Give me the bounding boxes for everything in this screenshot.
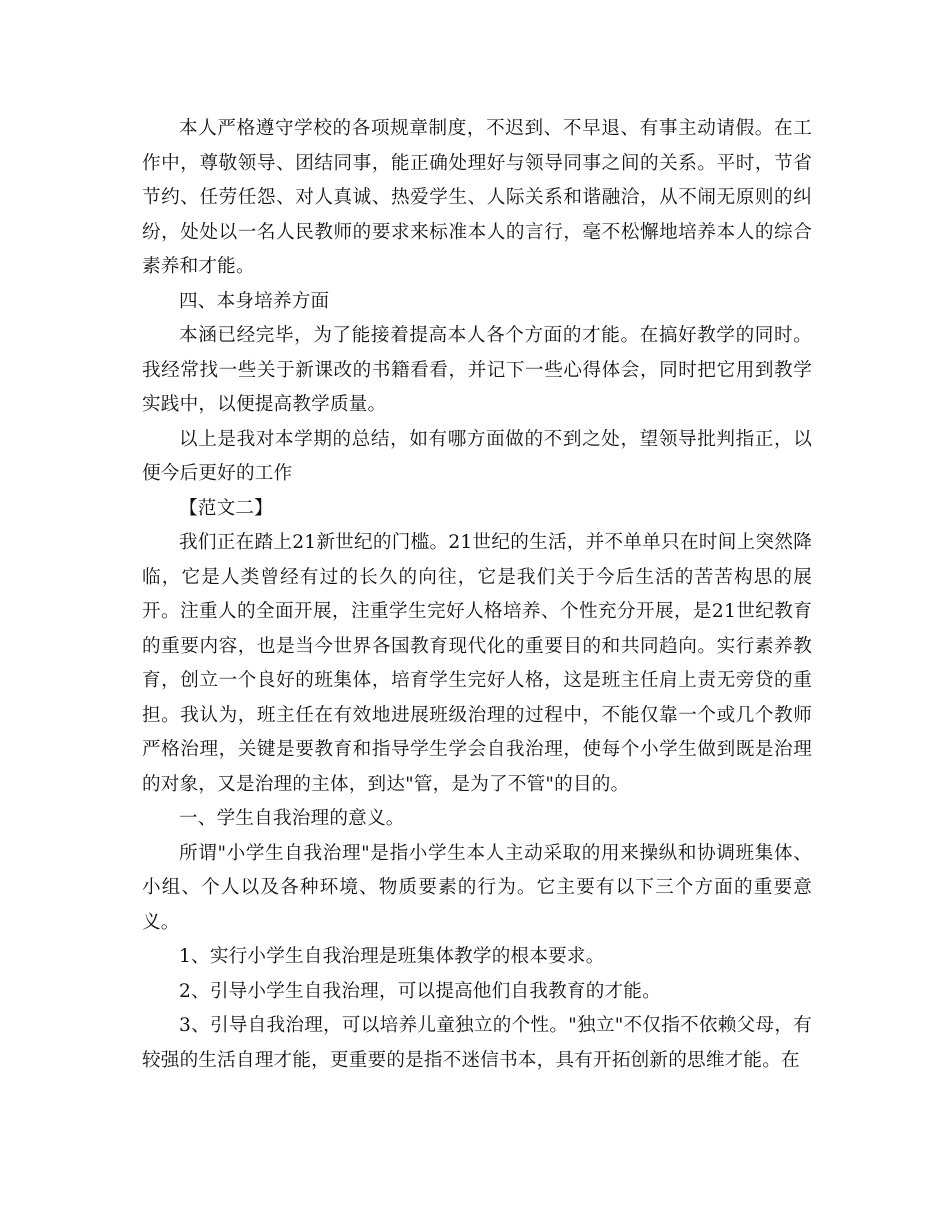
paragraph-sample-two-intro: 我们正在踏上21新世纪的门槛。21世纪的生活，并不单单只在时间上突然降临，它是人类曾经有过的长久的向往，它是我们关于今后生活的苦苦构思的展开。注重人的全面开展，注重学生完好人格培养、个性充分开展，是21世纪教育的重要内容，也是当今世界各国教育现代化的重要目的和共同趋向。实行素养教育，创立一个良好的班集体，培育学生完好人格，这是班主任肩上责无旁贷的重担。我认为，班主任在有效地进展班级治理的过程中，不能仅靠一个或几个教师严格治理，关键是要教育和指导学生学会自我治理，使每个小学生做到既是治理的对象，又是治理的主体，到达"管，是为了不管"的目的。 bbox=[142, 532, 812, 795]
paragraph-conduct: 本人严格遵守学校的各项规章制度，不迟到、不早退、有事主动请假。在工作中，尊敬领导、团结同事，能正确处理好与领导同事之间的关系。平时，节省节约、任劳任怨、对人真诚、热爱学生、人际关系和谐融洽，从不闹无原则的纠纷，处处以一名人民教师的要求来标准本人的言行，毫不松懈地培养本人的综合素养和才能。 bbox=[142, 118, 812, 277]
section-heading-significance: 一、学生自我治理的意义。 bbox=[179, 808, 405, 829]
list-item-3: 3、引导自我治理，可以培养儿童独立的个性。"独立"不仅指不依赖父母，有较强的生活自理才能，更重要的是指不迷信书本，具有开拓创新的思维才能。在 bbox=[142, 1015, 812, 1071]
sample-two-heading: 【范文二】 bbox=[179, 497, 273, 519]
paragraph-significance-definition: 所谓"小学生自我治理"是指小学生本人主动采取的用来操纵和协调班集体、小组、个人以及各种环境、物质要素的行为。它主要有以下三个方面的重要意义。 bbox=[142, 842, 812, 933]
list-item-1: 1、实行小学生自我治理是班集体教学的根本要求。 bbox=[179, 946, 605, 967]
paragraph-self-development: 本涵已经完毕，为了能接着提高本人各个方面的才能。在搞好教学的同时。我经常找一些关于新课改的书籍看看，并记下一些心得体会，同时把它用到教学实践中，以便提高教学质量。 bbox=[142, 325, 812, 415]
document-page bbox=[142, 112, 812, 1078]
section-heading-self-development: 四、本身培养方面 bbox=[179, 290, 330, 312]
list-item-2: 2、引导小学生自我治理，可以提高他们自我教育的才能。 bbox=[179, 980, 661, 1002]
paragraph-conclusion: 以上是我对本学期的总结，如有哪方面做的不到之处，望领导批判指正，以便今后更好的工作 bbox=[142, 428, 812, 484]
